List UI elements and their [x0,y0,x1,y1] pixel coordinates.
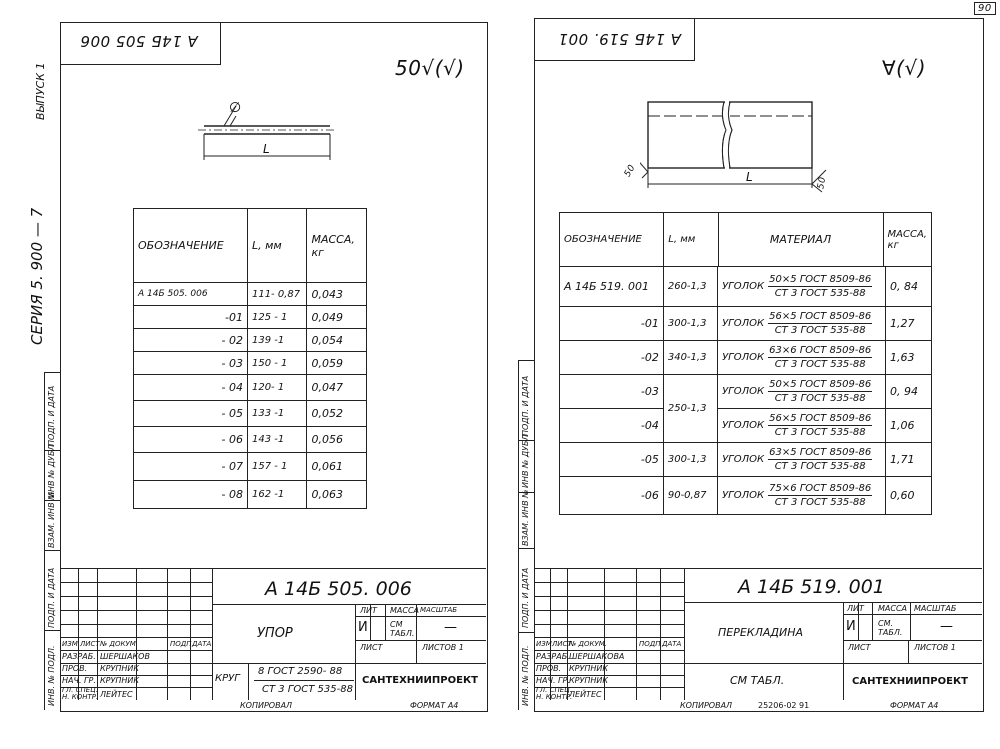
rrow-material-spec [768,310,872,337]
left-tb-role: НАЧ. ГР. [62,676,96,685]
row-code: - 04 [134,375,248,401]
rrow-material-spec [768,446,872,473]
stamp-5: ИНВ. № ПОДЛ. [47,645,56,706]
rrow-mass: 1,27 [886,307,932,341]
stamp-r5: ИНВ. № ПОДЛ. [521,645,530,706]
left-tb-scale-label: МАСШТАБ [420,606,458,614]
page-number: 90 [974,2,996,15]
left-spec-table [133,208,367,509]
stamp-r3: ВЗАМ. ИНВ № [521,489,530,546]
right-corner-code: А 14Б 519. 001 [558,30,681,48]
right-roughness: ∀(√) [882,56,927,80]
right-tb-name: ПЕРЕКЛАДИНА [718,626,804,639]
right-edge-left: 50 [622,163,638,179]
right-tb-scale-label: МАСШТАБ [914,604,957,613]
row-code: А 14Б 505. 006 [134,283,248,306]
left-tb-person: КРУПНИК [100,676,140,685]
rrow-material-type: УГОЛОК [722,420,765,431]
rrow-material-type: УГОЛОК [722,490,765,501]
rrow-material-bottom: СТ 3 ГОСТ 535-88 [774,497,866,508]
th-length: L, мм [247,209,307,283]
left-tb-sheets-label: ЛИСТОВ 1 [422,643,464,652]
rrow-material-type: УГОЛОК [722,281,765,292]
left-tb-role: Н. КОНТР. [62,693,99,701]
right-tb-lit-value: И [846,619,856,634]
row-mass: 0,049 [307,306,367,329]
right-tb-material: СМ ТАБЛ. [730,674,785,687]
row-code: -01 [134,306,248,329]
left-corner-code: А 14Б 505 006 [80,32,198,50]
left-tb-lit-value: И [358,620,368,635]
right-table-body [559,266,932,515]
left-tb-lit-label: ЛИТ [360,606,377,615]
right-format: ФОРМАТ А4 [890,701,939,710]
right-tb-scale-value: — [940,619,953,634]
row-mass: 0,056 [307,427,367,453]
right-tb-person: КРУПНИК [569,676,609,685]
stamp-1: ПОДП. И ДАТА [47,385,56,446]
row-length: 125 - 1 [247,306,307,329]
left-dim-label: L [263,142,271,156]
angle-drawing [640,96,830,196]
vypusk-label: ВЫПУСК 1 [34,62,47,120]
row-mass: 0,054 [307,329,367,352]
left-tb-role: ГЛ. СПЕЦ. [62,686,98,694]
row-length: 139 -1 [247,329,307,352]
rrow-material-spec [768,378,872,405]
row-length: 133 -1 [247,401,307,427]
left-dia-symbol: ∅ [229,100,242,116]
right-tb-person: ЛЕЙТЕС [569,690,602,699]
rrow-material [718,409,886,443]
rrow-code: -05 [560,443,664,477]
right-tb-mass-value: СМ. ТАБЛ. [878,619,903,637]
rrow-length: 260-1,3 [663,267,717,307]
row-length: 162 -1 [247,481,307,509]
row-mass: 0,059 [307,352,367,375]
right-tb-h-izm: ИЗМ [536,640,552,648]
left-tb-org: САНТЕХНИИПРОЕКТ [362,675,478,686]
rrow-material-spec [768,344,872,371]
left-tb-scale-value: — [444,620,457,635]
row-mass: 0,061 [307,453,367,481]
rrow-code: -06 [560,477,664,515]
rrow-mass: 0, 84 [886,267,932,307]
left-tb-material-label: КРУГ [215,673,240,684]
right-edge-right: 50 [816,175,829,191]
right-tb-org: САНТЕХНИИПРОЕКТ [852,676,968,687]
left-roughness: 50√(√) [395,56,465,80]
rrow-code: А 14Б 519. 001 [560,267,664,307]
row-length: 111- 0,87 [247,283,307,306]
row-mass: 0,043 [307,283,367,306]
rrow-length: 300-1,3 [663,443,717,477]
rrow-material [718,267,886,307]
rrow-material-type: УГОЛОК [722,352,765,363]
rrow-code: -03 [560,375,664,409]
stamp-r2: ИНВ № ДУБЛ [521,434,530,488]
stamp-r4: ПОДП. И ДАТА [521,567,530,628]
rrow-code: -02 [560,341,664,375]
row-length: 143 -1 [247,427,307,453]
rth-material: МАТЕРИАЛ [718,213,883,267]
rrow-material [718,375,886,409]
rrow-material-type: УГОЛОК [722,386,765,397]
rrow-material-bottom: СТ 3 ГОСТ 535-88 [774,288,866,299]
left-tb-material-top: 8 ГОСТ 2590- 88 [258,666,343,677]
rrow-material-spec [768,273,872,300]
rth-length: L, мм [664,213,718,267]
stamp-4: ПОДП. И ДАТА [47,567,56,628]
left-tb-h-list: ЛИСТ [80,640,100,648]
row-code: - 02 [134,329,248,352]
row-length: 150 - 1 [247,352,307,375]
rrow-length: 90-0,87 [663,477,717,515]
rrow-code: -04 [560,409,664,443]
row-mass: 0,047 [307,375,367,401]
rrow-material-bottom: СТ 3 ГОСТ 535-88 [774,393,866,404]
rrow-length: 250-1,3 [663,375,717,443]
rrow-material-top: 75×6 ГОСТ 8509-86 [769,483,872,494]
row-mass: 0,052 [307,401,367,427]
row-length: 120- 1 [247,375,307,401]
stamp-3: ВЗАМ. ИНВ № [47,491,56,548]
rrow-mass: 1,06 [886,409,932,443]
rth-mass: МАССА, кг [883,213,931,267]
rrow-mass: 0, 94 [886,375,932,409]
left-tb-h-doc: № ДОКУМ [100,640,136,648]
right-dim-label: L [746,170,754,184]
row-length: 157 - 1 [247,453,307,481]
left-tb-h-date: ДАТА [192,640,212,648]
rrow-code: -01 [560,307,664,341]
rrow-material-top: 56×5 ГОСТ 8509-86 [769,311,872,322]
rrow-material-bottom: СТ 3 ГОСТ 535-88 [774,325,866,336]
stamp-2: ИНВ № ДУБЛ [47,444,56,498]
th-designation: ОБОЗНАЧЕНИЕ [134,209,248,283]
rrow-material-top: 63×6 ГОСТ 8509-86 [769,345,872,356]
left-tb-h-izm: ИЗМ [62,640,78,648]
right-tb-role: Н. КОНТР. [536,693,573,701]
left-tb-name: УПОР [257,626,293,641]
th-mass: МАССА, кг [307,209,367,283]
rrow-length: 300-1,3 [663,307,717,341]
right-tb-doc-code: А 14Б 519. 001 [738,576,885,598]
left-tb-role: ПРОВ. [62,664,88,673]
rrow-material-spec [768,412,872,439]
rrow-material-top: 50×5 ГОСТ 8509-86 [769,379,872,390]
row-code: - 06 [134,427,248,453]
rrow-length: 340-1,3 [663,341,717,375]
row-code: - 05 [134,401,248,427]
row-code: - 03 [134,352,248,375]
left-tb-material-bottom: СТ 3 ГОСТ 535-88 [262,684,353,695]
rth-designation: ОБОЗНАЧЕНИЕ [560,213,664,267]
right-tb-sheets-label: ЛИСТОВ 1 [914,643,956,652]
rrow-material [718,307,886,341]
left-copied: КОПИРОВАЛ [240,701,293,710]
left-tb-person: ЛЕЙТЕС [100,690,133,699]
row-mass: 0,063 [307,481,367,509]
right-tb-role: ПРОВ. [536,664,562,673]
rrow-material-bottom: СТ 3 ГОСТ 535-88 [774,461,866,472]
rrow-material-top: 63×5 ГОСТ 8509-86 [769,447,872,458]
row-code: - 08 [134,481,248,509]
right-tb-role: РАЗРАБ. [536,652,570,661]
rrow-material-bottom: СТ 3 ГОСТ 535-88 [774,359,866,370]
right-tb-lit-label: ЛИТ [847,604,864,613]
left-format: ФОРМАТ А4 [410,701,459,710]
right-copied: КОПИРОВАЛ [680,701,733,710]
right-tb-person: ШЕРШАКОВА [569,652,625,661]
left-tb-mass-value: СМ ТАБЛ. [390,620,415,638]
right-tb-mass-label: МАССА [878,604,908,613]
rrow-mass: 1,63 [886,341,932,375]
rrow-material-top: 56×5 ГОСТ 8509-86 [769,413,872,424]
rrow-material-spec [768,482,872,509]
seriya-label: СЕРИЯ 5. 900 — 7 [28,207,46,345]
rrow-mass: 0,60 [886,477,932,515]
right-order: 25206-02 91 [758,701,810,710]
right-spec-table [559,212,932,267]
left-tb-person: КРУПНИК [100,664,140,673]
rrow-material-top: 50×5 ГОСТ 8509-86 [769,274,872,285]
left-tb-role: РАЗРАБ. [62,652,96,661]
right-tb-h-list: ЛИСТ [552,640,572,648]
right-tb-h-date: ДАТА [662,640,682,648]
right-tb-h-podp: ПОДП [639,640,661,648]
left-tb-sheet-label: ЛИСТ [360,643,383,652]
rrow-material-bottom: СТ 3 ГОСТ 535-88 [774,427,866,438]
rod-drawing [190,100,340,170]
left-tb-h-podp: ПОДП [170,640,192,648]
rrow-material [718,477,886,515]
stamp-r1: ПОДП. И ДАТА [521,375,530,436]
right-tb-person: КРУПНИК [569,664,609,673]
right-tb-role: НАЧ. ГР. [536,676,570,685]
left-tb-mass-label: МАССА [390,606,420,615]
rrow-mass: 1,71 [886,443,932,477]
left-tb-person: ШЕРШАКОВ [100,652,150,661]
row-code: - 07 [134,453,248,481]
right-tb-sheet-label: ЛИСТ [848,643,871,652]
rrow-material [718,443,886,477]
rrow-material-type: УГОЛОК [722,318,765,329]
rrow-material-type: УГОЛОК [722,454,765,465]
right-tb-role: ГЛ. СПЕЦ. [536,686,572,694]
left-tb-doc-code: А 14Б 505. 006 [265,578,412,600]
rrow-material [718,341,886,375]
right-tb-h-doc: № ДОКУМ. [569,640,607,648]
